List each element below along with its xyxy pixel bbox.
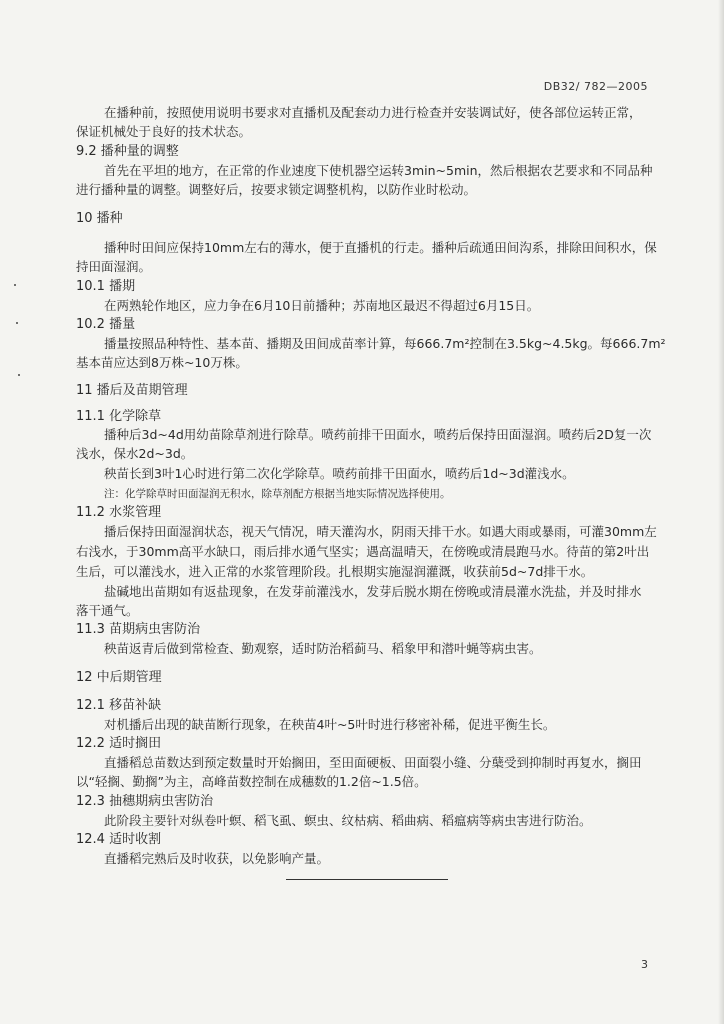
- paragraph-line: 秧苗长到3叶1心时进行第二次化学除草。喷药前排干田面水，喷药后1d~3d灌浅水。: [104, 466, 575, 481]
- section-heading: 12.1 移苗补缺: [76, 698, 162, 713]
- section-heading: 12 中后期管理: [76, 670, 162, 685]
- paragraph-line: 浅水，保水2d~3d。: [76, 446, 194, 461]
- paragraph-line: 以“轻搁、勤搁”为主，高峰苗数控制在成穗数的1.2倍~1.5倍。: [76, 774, 427, 789]
- page-number: 3: [641, 958, 648, 971]
- section-heading: 12.2 适时搁田: [76, 736, 162, 751]
- paragraph-line: 右浅水，于30mm高平水缺口，雨后排水通气坚实；遇高温晴天，在傍晚或清晨跑马水。待苗的第2叶出: [76, 544, 650, 559]
- section-heading: 10 播种: [76, 211, 123, 226]
- note-line: 注：化学除草时田面湿润无积水，除草剂配方根据当地实际情况选择使用。: [104, 488, 451, 500]
- paragraph-line: 在播种前，按照使用说明书要求对直播机及配套动力进行检查并安装调试好，使各部位运转正常，: [104, 105, 642, 120]
- paragraph-line: 保证机械处于良好的技术状态。: [76, 124, 252, 139]
- paragraph-line: 播种后3d~4d用幼苗除草剂进行除草。喷药前排干田面水，喷药后保持田面湿润。喷药后2D复一次: [104, 427, 652, 442]
- paragraph-line: 播种时田间应保持10mm左右的薄水，便于直播机的行走。播种后疏通田间沟系，排除田间积水，保: [104, 240, 657, 255]
- scan-edge-shadow: [718, 0, 724, 1024]
- paragraph-line: 直播稻完熟后及时收获，以免影响产量。: [104, 851, 330, 866]
- paragraph-line: 对机播后出现的缺苗断行现象，在秧苗4叶~5叶时进行移密补稀，促进平衡生长。: [104, 717, 556, 732]
- paragraph-line: 播后保持田面湿润状态，视天气情况，晴天灌沟水，阴雨天排干水。如遇大雨或暴雨，可灌30mm左: [104, 524, 657, 539]
- section-heading: 11.3 苗期病虫害防治: [76, 622, 201, 637]
- scan-speck: [16, 322, 18, 324]
- paragraph-line: 播量按照品种特性、基本苗、播期及田间成苗率计算，每666.7m²控制在3.5kg~4.5kg。每666.7m²: [104, 336, 666, 351]
- paragraph-line: 进行播种量的调整。调整好后，按要求锁定调整机构，以防作业时松动。: [76, 182, 477, 197]
- paragraph-line: 生后，可以灌浅水，进入正常的水浆管理阶段。扎根期实施湿润灌溉，收获前5d~7d排干水。: [76, 564, 594, 579]
- paragraph-line: 直播稻总苗数达到预定数量时开始搁田，至田面硬板、田面裂小缝、分蘖受到抑制时再复水，搁田: [104, 755, 642, 770]
- scan-speck: [18, 374, 20, 376]
- section-heading: 10.1 播期: [76, 279, 136, 294]
- section-heading: 11.2 水浆管理: [76, 505, 162, 520]
- section-heading: 12.4 适时收割: [76, 832, 162, 847]
- section-heading: 11 播后及苗期管理: [76, 383, 188, 398]
- end-rule: [286, 879, 448, 880]
- paragraph-line: 持田面湿润。: [76, 259, 152, 274]
- paragraph-line: 在两熟轮作地区，应力争在6月10日前播种；苏南地区最迟不得超过6月15日。: [104, 298, 540, 313]
- paragraph-line: 基本苗应达到8万株~10万株。: [76, 355, 248, 370]
- document-id: DB32/ 782—2005: [543, 80, 648, 93]
- section-heading: 12.3 抽穗期病虫害防治: [76, 794, 214, 809]
- section-heading: 9.2 播种量的调整: [76, 144, 179, 159]
- section-heading: 11.1 化学除草: [76, 409, 162, 424]
- paragraph-line: 首先在平坦的地方，在正常的作业速度下使机器空运转3min~5min，然后根据农艺要求和不同品种: [104, 163, 653, 178]
- paragraph-line: 秧苗返青后做到常检查、勤观察，适时防治稻蓟马、稻象甲和潜叶蝇等病虫害。: [104, 641, 542, 656]
- section-heading: 10.2 播量: [76, 317, 136, 332]
- paragraph-line: 落干通气。: [76, 603, 139, 618]
- paragraph-line: 盐碱地出苗期如有返盐现象，在发芽前灌浅水，发芽后脱水期在傍晚或清晨灌水洗盐，并及时排水: [104, 584, 642, 599]
- paragraph-line: 此阶段主要针对纵卷叶螟、稻飞虱、螟虫、纹枯病、稻曲病、稻瘟病等病虫害进行防治。: [104, 813, 592, 828]
- scan-speck: [14, 284, 16, 286]
